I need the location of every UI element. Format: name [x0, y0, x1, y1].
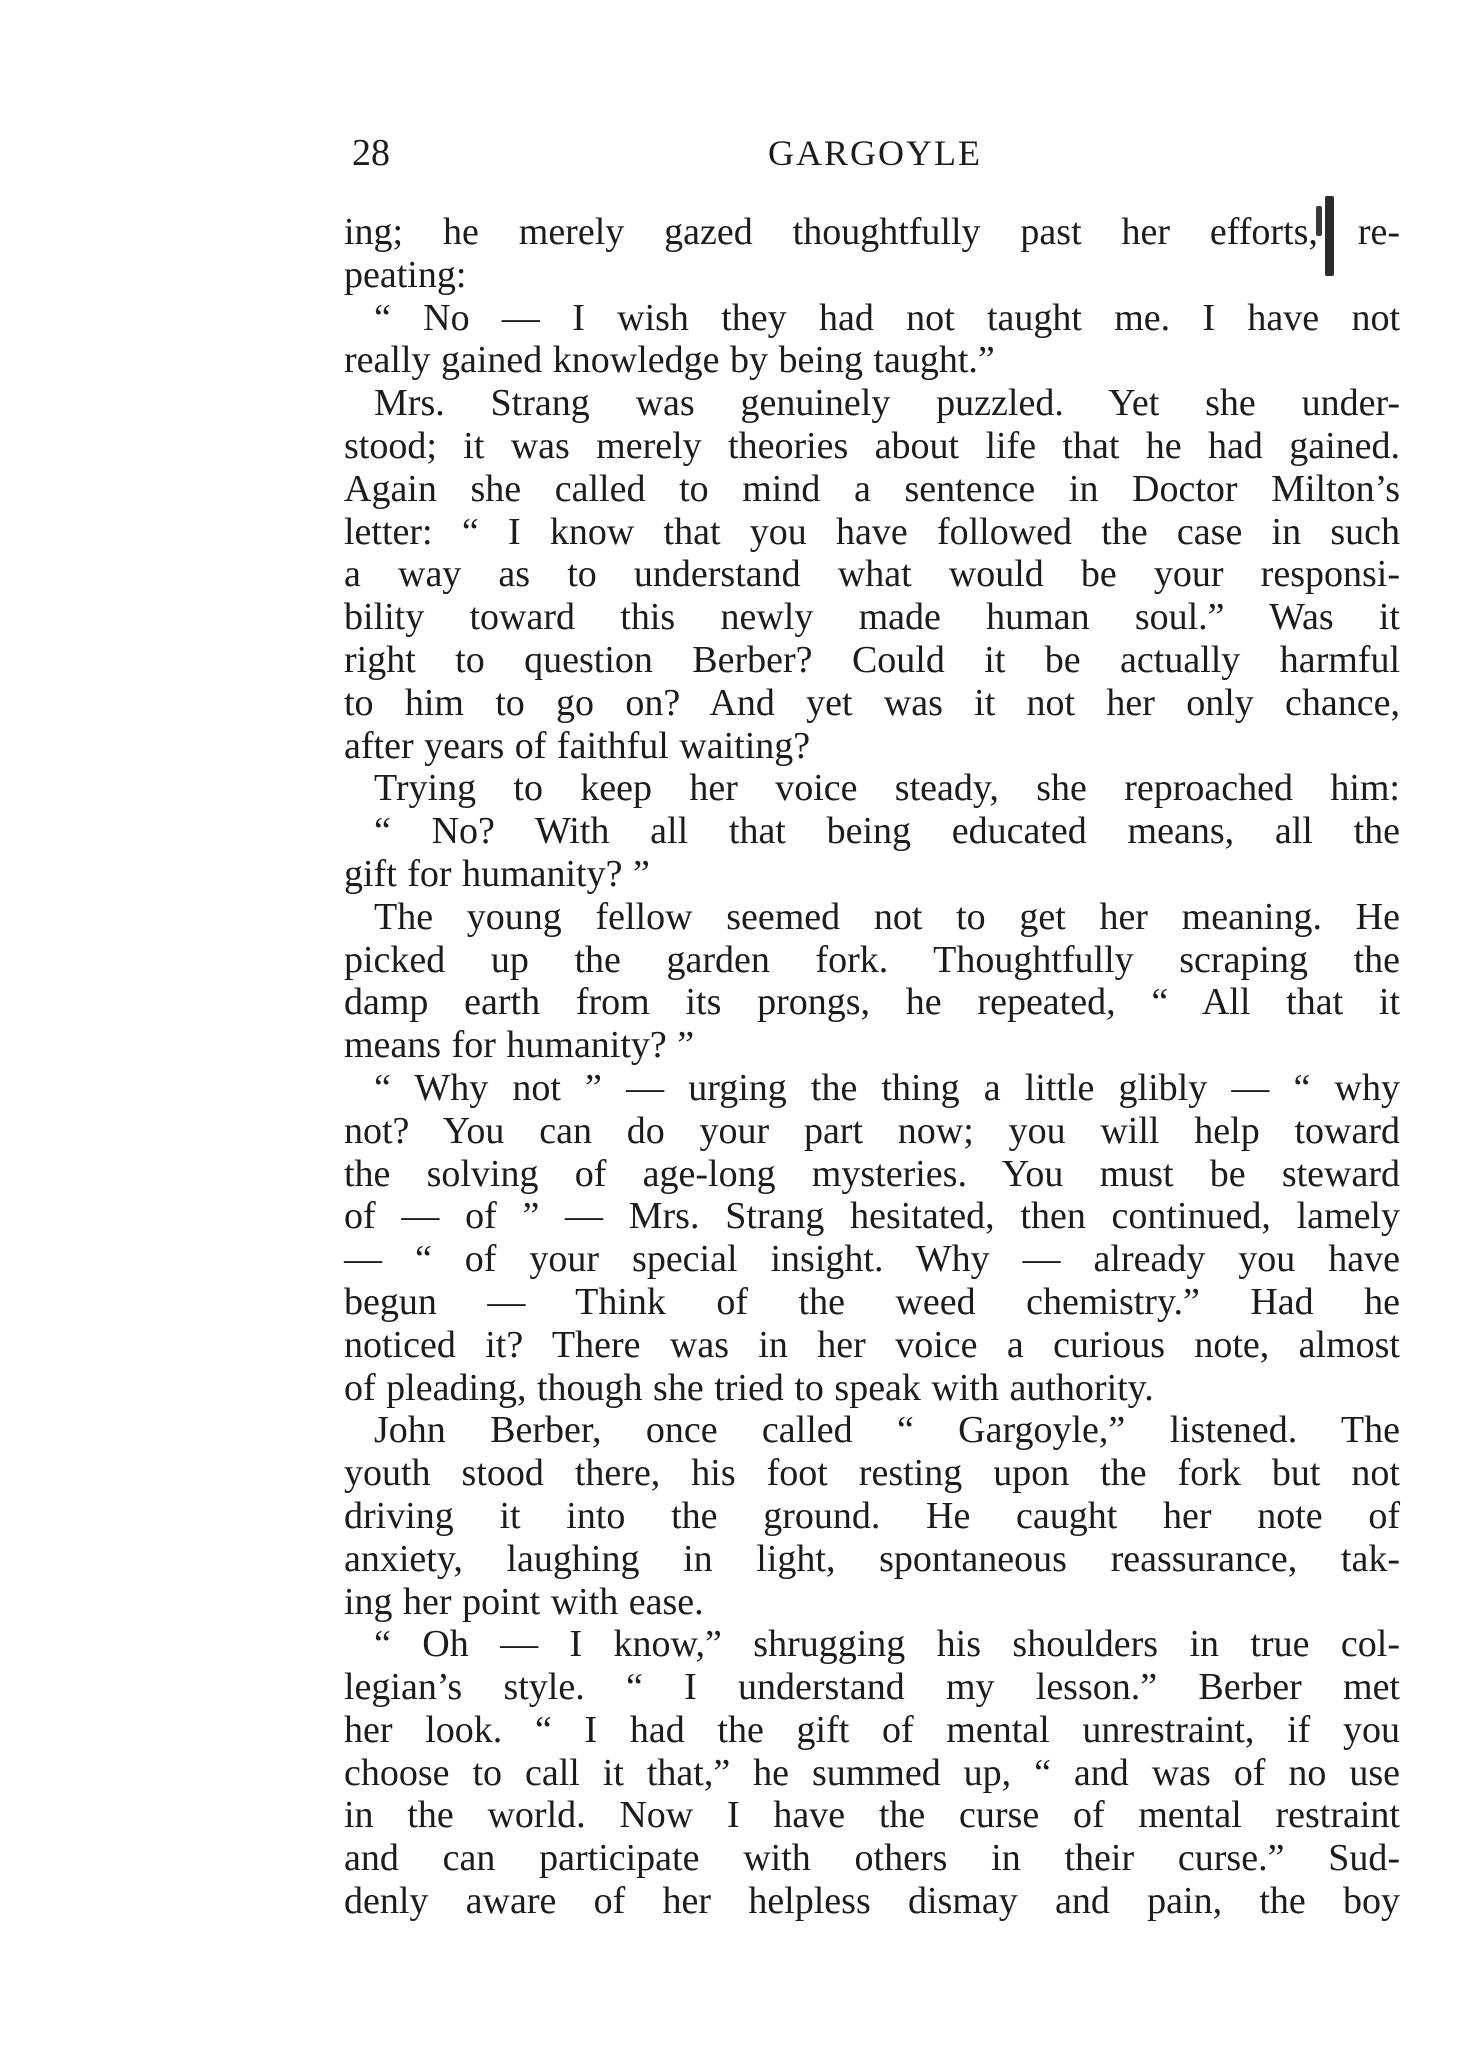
text-line: “ No? With all that being educated means, all the — [374, 810, 1400, 853]
text-line: “ Oh — I know,” shrugging his shoulders in true col- — [374, 1623, 1400, 1666]
text-line: Again she called to mind a sentence in Doctor Milton’s — [344, 467, 1400, 510]
text-line: begun — Think of the weed chemistry.” Had he — [344, 1280, 1400, 1323]
text-line: bility toward this newly made human soul.” Was it — [344, 596, 1400, 639]
text-line: means for humanity? ” — [344, 1024, 695, 1067]
text-line: and can participate with others in their curse.” Sud- — [344, 1837, 1400, 1880]
text-line: the solving of age-long mysteries. You must be steward — [344, 1152, 1400, 1195]
text-line: noticed it? There was in her voice a curious note, almost — [344, 1323, 1400, 1366]
text-line: youth stood there, his foot resting upon the fork but not — [344, 1452, 1400, 1495]
text-line: not? You can do your part now; you will help toward — [344, 1109, 1400, 1152]
text-line: picked up the garden fork. Thoughtfully scraping the — [344, 938, 1400, 981]
text-line: choose to call it that,” he summed up, “ and was of no use — [344, 1751, 1400, 1794]
text-line: damp earth from its prongs, he repeated, “ All that it — [344, 981, 1400, 1024]
body-text — [344, 211, 1400, 1923]
text-line: Mrs. Strang was genuinely puzzled. Yet she under- — [374, 382, 1400, 425]
text-line: legian’s style. “ I understand my lesson.” Berber met — [344, 1666, 1400, 1709]
text-line: ing her point with ease. — [344, 1580, 704, 1623]
text-line: John Berber, once called “ Gargoyle,” listened. The — [374, 1409, 1400, 1452]
text-line: right to question Berber? Could it be actually harmful — [344, 638, 1400, 681]
text-line: after years of faithful waiting? — [344, 724, 811, 767]
text-line: Trying to keep her voice steady, she reproached him: — [374, 767, 1400, 810]
text-line: anxiety, laughing in light, spontaneous reassurance, tak- — [344, 1537, 1400, 1580]
text-line: driving it into the ground. He caught her note of — [344, 1494, 1400, 1537]
text-line: “ Why not ” — urging the thing a little glibly — “ why — [374, 1066, 1400, 1109]
text-line: gift for humanity? ” — [344, 852, 650, 895]
text-line: The young fellow seemed not to get her meaning. He — [374, 895, 1400, 938]
text-line: a way as to understand what would be your responsi- — [344, 553, 1400, 596]
text-line: “ No — I wish they had not taught me. I have not — [374, 296, 1400, 339]
text-line: of pleading, though she tried to speak with authority. — [344, 1366, 1154, 1409]
text-line: in the world. Now I have the curse of mental restraint — [344, 1794, 1400, 1837]
text-line: — “ of your special insight. Why — already you have — [344, 1238, 1400, 1281]
text-line: ing; he merely gazed thoughtfully past her efforts, re- — [344, 211, 1400, 253]
text-line: letter: “ I know that you have followed the case in such — [344, 510, 1400, 553]
running-title: GARGOYLE — [768, 133, 982, 173]
text-line: stood; it was merely theories about life that he had gained. — [344, 424, 1400, 467]
text-line: denly aware of her helpless dismay and pain, the boy — [344, 1880, 1400, 1923]
page-number: 28 — [352, 132, 390, 174]
text-line: to him to go on? And yet was it not her only chance, — [344, 681, 1400, 724]
text-line: really gained knowledge by being taught.” — [344, 339, 995, 382]
text-line: peating: — [344, 253, 467, 296]
text-line: of — of ” — Mrs. Strang hesitated, then continued, lamely — [344, 1195, 1400, 1238]
text-line: her look. “ I had the gift of mental unrestraint, if you — [344, 1708, 1400, 1751]
running-head — [352, 128, 1398, 178]
